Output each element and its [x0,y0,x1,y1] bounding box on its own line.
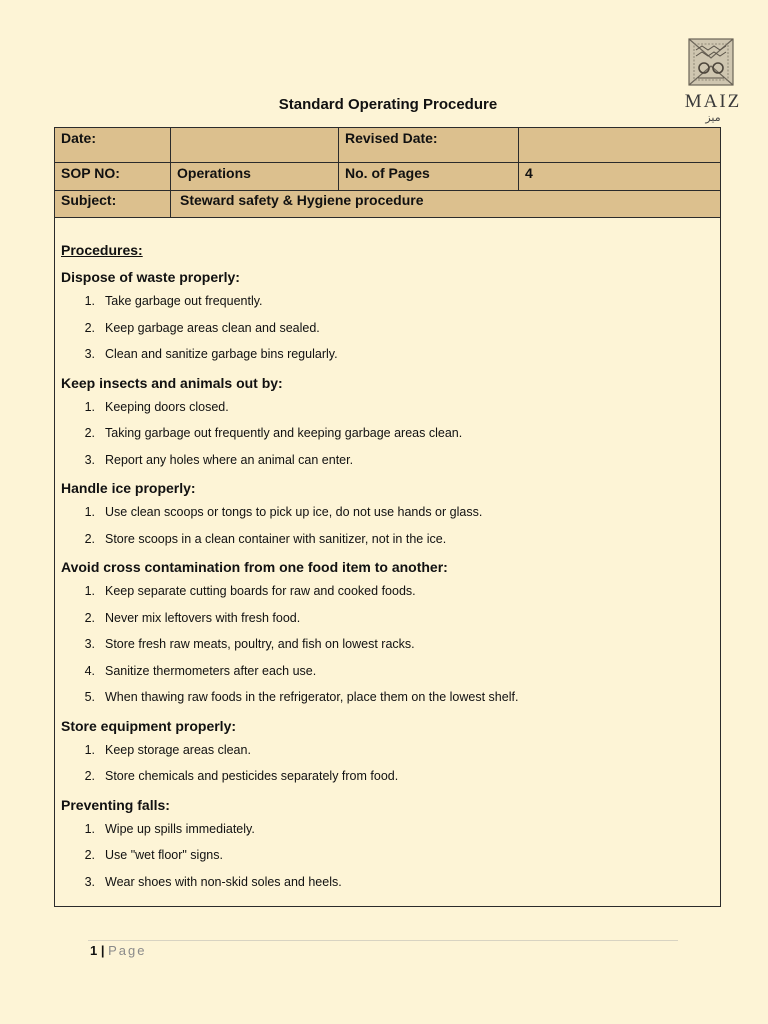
list-item-text: Taking garbage out frequently and keeping garbage areas clean. [105,426,463,440]
page-separator: | [97,943,109,958]
list-item [61,531,711,547]
procedure-list [61,399,711,468]
list-item-number: 1. [84,505,95,519]
list-item-number: 2. [84,610,95,625]
list-item [61,610,711,626]
list-item-number: 3. [84,347,95,361]
list-item [61,663,711,679]
list-item-text: Report any holes where an animal can enter. [105,452,354,467]
revised-date-label: Revised Date: [339,128,519,163]
procedure-list [61,293,711,362]
list-item [61,583,711,599]
list-item [61,636,711,652]
list-item [61,399,711,415]
list-item-text: Clean and sanitize garbage bins regularly. [105,347,338,361]
list-item-number: 2. [84,769,95,783]
header-row-sop [55,163,721,191]
list-item [61,874,711,890]
procedure-sections [61,267,711,890]
maiz-ornamental-logo-icon [688,38,734,86]
list-item [61,293,711,309]
list-item [61,504,711,520]
list-item-number: 3. [84,874,95,889]
logo-arabic-wordmark: ميز [705,111,721,124]
procedure-list [61,583,711,705]
list-item-text: Use "wet floor" signs. [105,848,223,862]
list-item-number: 2. [84,320,95,335]
sop-no-label: SOP NO: [55,163,171,191]
list-item-text: Keep storage areas clean. [105,742,251,757]
date-value [171,128,339,163]
list-item-text: Store chemicals and pesticides separately from food. [105,769,399,783]
list-item-text: Never mix leftovers with fresh food. [105,610,301,625]
list-item-number: 3. [84,637,95,651]
section-heading: Preventing falls: [61,796,170,813]
procedure-list [61,821,711,890]
sop-header-table [54,127,721,218]
list-item-text: Take garbage out frequently. [105,294,263,308]
subject-label: Subject: [55,191,171,218]
section-heading: Dispose of waste properly: [61,269,240,285]
section-heading: Handle ice properly: [61,480,196,496]
sop-no-value: Operations [171,163,339,191]
list-item-number: 1. [84,294,95,308]
list-item-text: Store scoops in a clean container with sanitizer, not in the ice. [105,531,447,546]
list-item-number: 3. [84,452,95,467]
procedure-list [61,504,711,547]
list-item-number: 2. [84,531,95,546]
revised-date-value [519,128,721,163]
list-item-number: 1. [84,584,95,598]
procedures-heading: Procedures: [61,242,143,258]
list-item-number: 4. [84,663,95,678]
list-item [61,320,711,336]
page-number: 1 [90,943,98,958]
list-item-number: 1. [84,399,95,414]
section-heading: Avoid cross contamination from one food item to another: [61,559,448,575]
list-item [61,425,711,441]
list-item-text: Use clean scoops or tongs to pick up ice, do not use hands or glass. [105,505,483,519]
list-item-text: Sanitize thermometers after each use. [105,663,317,678]
list-item [61,768,711,784]
list-item [61,689,711,705]
list-item-text: Wear shoes with non-skid soles and heels. [105,874,342,889]
list-item-number: 2. [84,848,95,862]
logo-wordmark: MAIZ [684,91,742,112]
list-item-text: Keep separate cutting boards for raw and cooked foods. [105,584,416,598]
section-heading: Store equipment properly: [61,717,237,734]
pages-label: No. of Pages [339,163,519,191]
header-row-date [55,128,721,163]
pages-value: 4 [519,163,721,191]
document-title: Standard Operating Procedure [278,96,498,113]
procedure-content [61,240,711,900]
list-item [61,821,711,837]
list-item-text: Keeping doors closed. [105,399,229,414]
list-item-text: When thawing raw foods in the refrigerator, place them on the lowest shelf. [105,690,519,704]
date-label: Date: [55,128,171,163]
list-item-number: 1. [84,821,95,836]
footer-divider [88,940,678,941]
list-item [61,847,711,863]
list-item [61,742,711,758]
list-item-number: 5. [84,690,95,704]
list-item-text: Wipe up spills immediately. [105,821,255,836]
subject-value: Steward safety & Hygiene procedure [171,191,721,218]
procedure-list [61,742,711,785]
list-item-text: Store fresh raw meats, poultry, and fish on lowest racks. [105,637,415,651]
list-item-number: 2. [84,426,95,440]
list-item [61,346,711,362]
page-footer [90,943,146,959]
page-label: Page [108,943,147,958]
list-item [61,452,711,468]
list-item-text: Keep garbage areas clean and sealed. [105,320,320,335]
section-heading: Keep insects and animals out by: [61,374,283,391]
list-item-number: 1. [84,742,95,757]
